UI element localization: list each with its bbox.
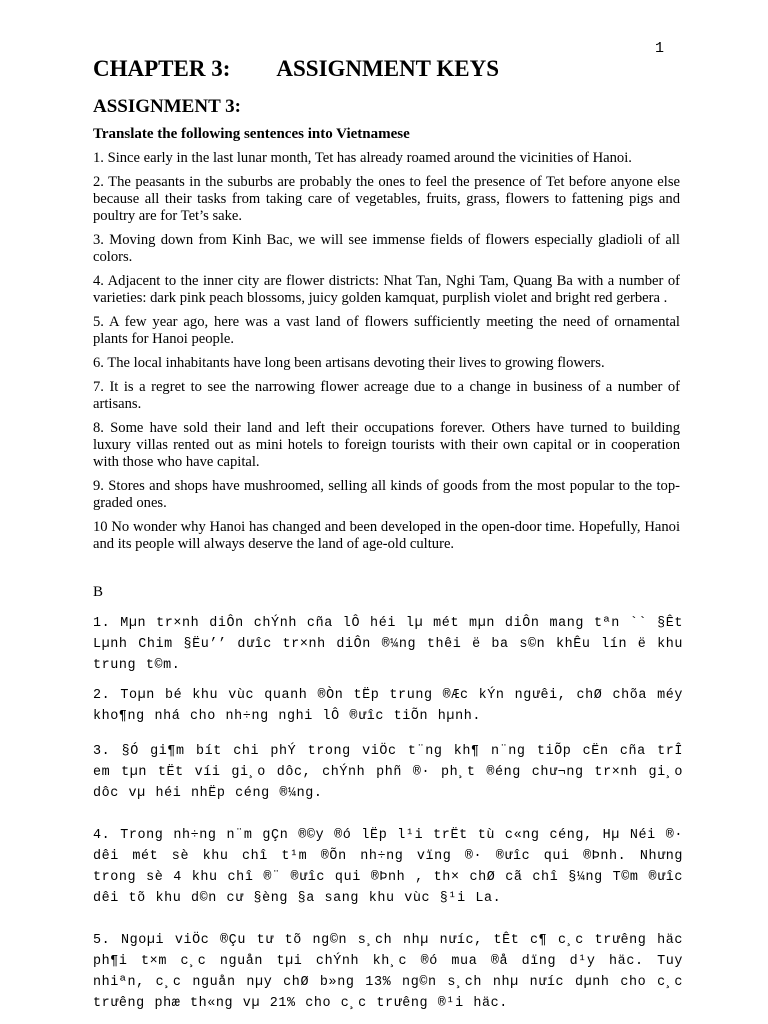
english-sentence-5: 5. A few year ago, here was a vast land of flowers sufficiently meeting the need of ornamental plants for Hanoi people. bbox=[93, 314, 680, 347]
english-sentence-8: 8. Some have sold their land and left their occupations forever. Others have turned to building luxury villas rented out as mini hotels to foreign tourists with their own capital or in cooperation with those who have capital. bbox=[93, 420, 680, 470]
chapter-title bbox=[93, 56, 499, 82]
chapter-name: ASSIGNMENT KEYS bbox=[276, 56, 499, 81]
vietnamese-paragraph-3: 3. §Ó gi¶m bít chi phÝ trong viÖc t¨ng kh¶ n¨ng tiÕp cËn cña trÎ em tµn tËt víi gi¸o dôc, chÝnh phñ ®· ph¸t ®éng chư¬ng tr×nh gi¸o dôc vµ héi nhËp céng ®¼ng. bbox=[93, 744, 683, 802]
english-sentence-6: 6. The local inhabitants have long been artisans devoting their lives to growing flowers. bbox=[93, 355, 605, 371]
vietnamese-paragraph-1: 1. Mµn tr×nh diÔn chÝnh cña lÔ héi lµ mét mµn diÔn mang tªn `` §Êt Lµnh Chim §Ëu’’ dưîc tr×nh diÔn ®¼ng thêi ë ba s©n khÊu lín ë khu trung t©m. bbox=[93, 616, 683, 674]
english-sentence-9: 9. Stores and shops have mushroomed, selling all kinds of goods from the most popular to the top-graded ones. bbox=[93, 478, 680, 511]
page-number: 1 bbox=[655, 40, 665, 57]
english-sentence-list bbox=[93, 150, 680, 560]
instruction-text: Translate the following sentences into Vietnamese bbox=[93, 126, 410, 142]
english-sentence-7: 7. It is a regret to see the narrowing flower acreage due to a change in business of a number of artisans. bbox=[93, 379, 680, 412]
vietnamese-paragraph-4: 4. Trong nh÷ng n¨m gÇn ®©y ®ó lËp l¹i trËt tù c«ng céng, Hµ Néi ®· dêi mét sè khu chî t¹m ®Õn nh÷ng vïng ®· ®ưîc qui ®Þnh. Nhưng trong sè 4 khu chî ®¨ ®ưîc qui ®Þnh , th× chØ cã chî §¼ng T©m ®ưîc dêi tõ khu d©n cư §èng §a sang khu vùc §¹i La. bbox=[93, 828, 683, 907]
vietnamese-paragraph-5: 5. Ngoµi viÖc ®Çu tư tõ ng©n s¸ch nhµ nưíc, tÊt c¶ c¸c trưêng häc ph¶i t×m c¸c nguån tµi chÝnh kh¸c ®ó mua ®å dïng d¹y häc. Tuy nhiªn, c¸c nguån nµy chØ b»ng 13% ng©n s¸ch nhµ nưíc dµnh cho c¸c trưêng phæ th«ng vµ 21% cho c¸c trưêng ®¹i häc. bbox=[93, 933, 683, 1012]
english-sentence-10: 10 No wonder why Hanoi has changed and been developed in the open-door time. Hopefully, Hanoi and its people will always deserve the land of age-old culture. bbox=[93, 519, 680, 552]
english-sentence-4: 4. Adjacent to the inner city are flower districts: Nhat Tan, Nghi Tam, Quang Ba with a number of varieties: dark pink peach blossoms, juicy golden kamquat, purplish violet and bright red gerbera . bbox=[93, 273, 680, 306]
english-sentence-3: 3. Moving down from Kinh Bac, we will see immense fields of flowers especially gladioli of all colors. bbox=[93, 232, 680, 265]
english-sentence-2: 2. The peasants in the suburbs are probably the ones to feel the presence of Tet before anyone else because all their tasks from taking care of vegetables, fruits, grass, flowers to fattening pigs and poultry are for Tet’s sake. bbox=[93, 174, 680, 224]
english-sentence-1: 1. Since early in the last lunar month, Tet has already roamed around the vicinities of Hanoi. bbox=[93, 150, 632, 166]
vietnamese-paragraph-2: 2. Toµn bé khu vùc quanh ®Òn tËp trung ®Æc kÝn ngưêi, chØ chõa méy kho¶ng nhá cho nh÷ng nghi lÔ ®ưîc tiÕn hµnh. bbox=[93, 688, 683, 725]
chapter-label: CHAPTER 3: bbox=[93, 56, 231, 81]
section-b-label: B bbox=[93, 584, 104, 600]
assignment-heading: ASSIGNMENT 3: bbox=[93, 96, 241, 117]
